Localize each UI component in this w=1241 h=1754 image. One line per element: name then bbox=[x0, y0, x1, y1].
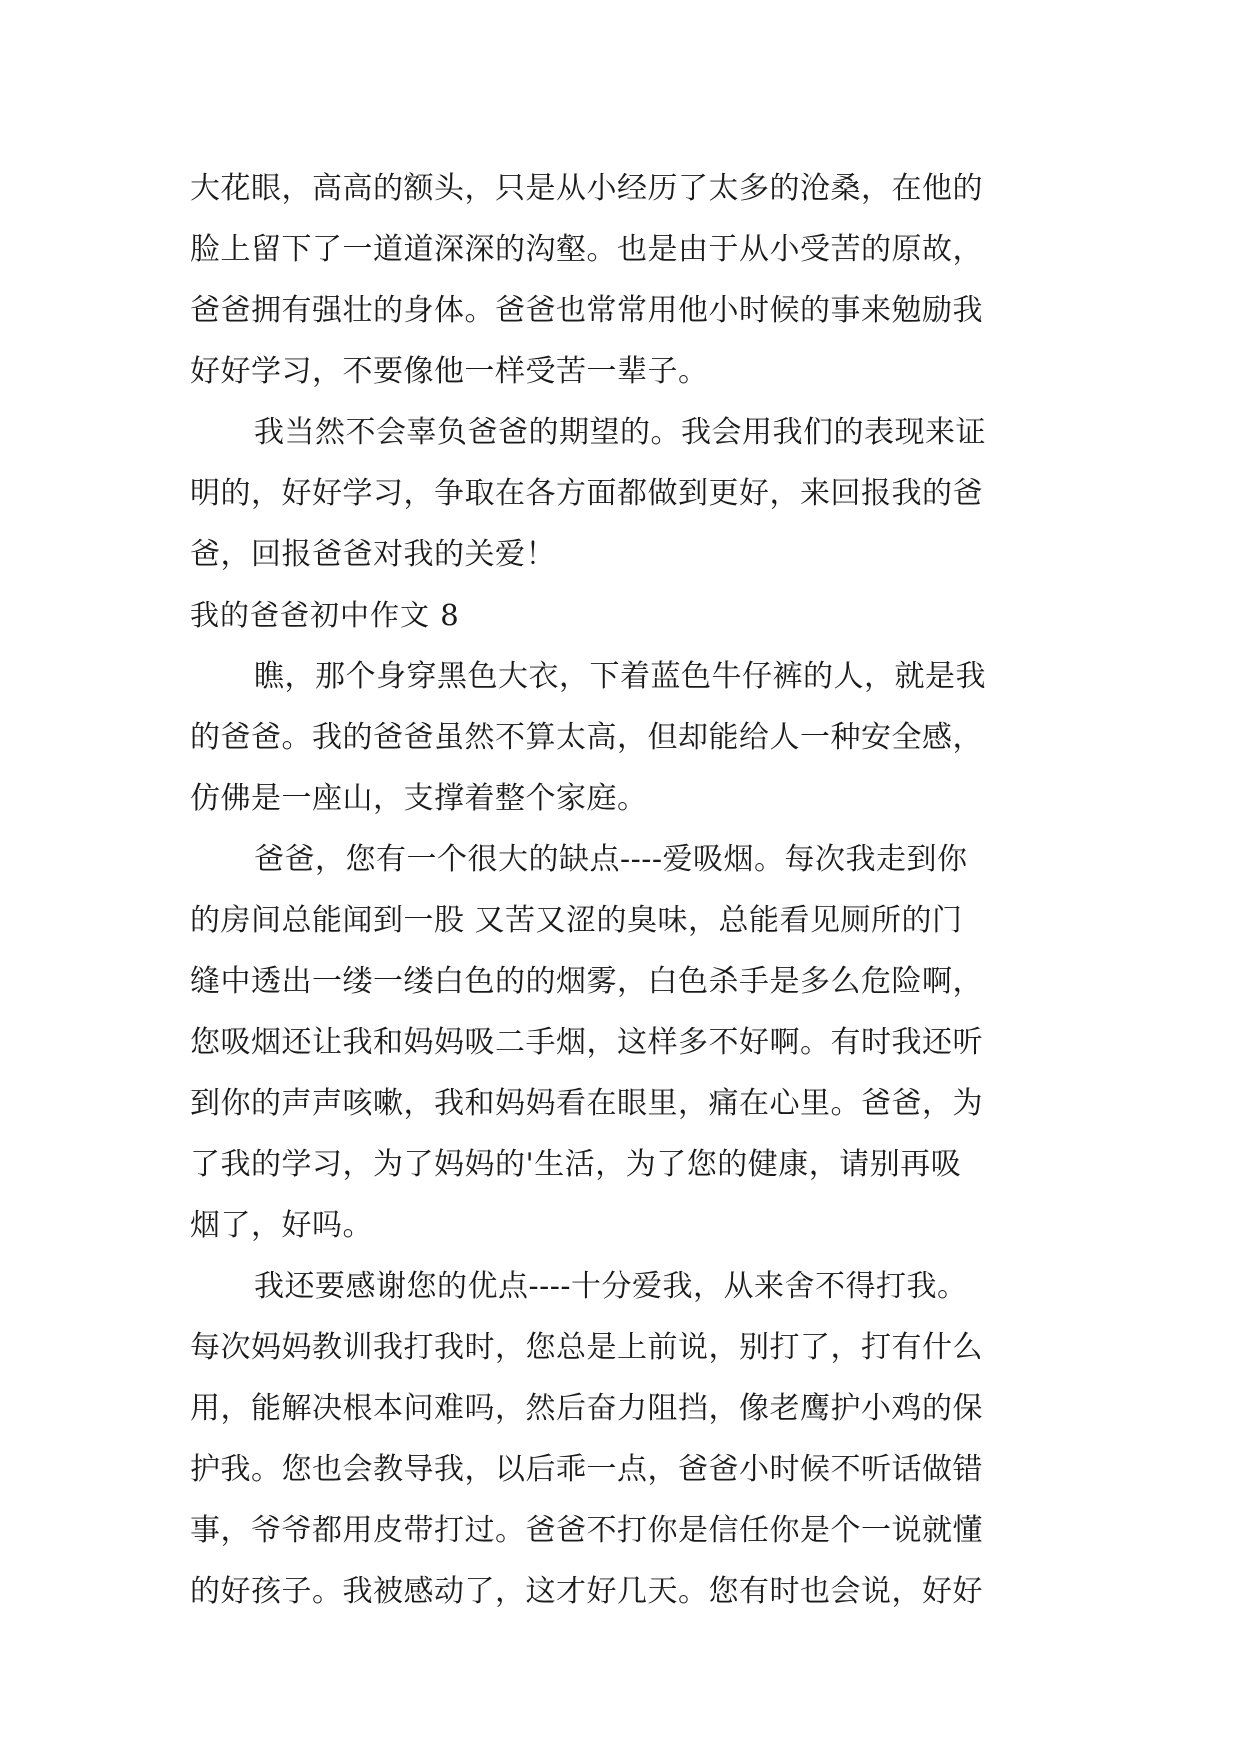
text-line: 到你的声声咳嗽，我和妈妈看在眼里，痛在心里。爸爸，为 bbox=[190, 1086, 983, 1121]
text-line: 脸上留下了一道道深深的沟壑。也是由于从小受苦的原故， bbox=[190, 232, 983, 267]
text-line: 护我。您也会教导我，以后乖一点，爸爸小时候不听话做错 bbox=[190, 1452, 983, 1487]
text-line: 烟了，好吗。 bbox=[190, 1208, 373, 1243]
text-line: 明的，好好学习，争取在各方面都做到更好，来回报我的爸 bbox=[190, 476, 983, 511]
text-line: 好好学习，不要像他一样受苦一辈子。 bbox=[190, 354, 709, 389]
text-line: 的爸爸。我的爸爸虽然不算太高，但却能给人一种安全感， bbox=[190, 720, 983, 755]
text-line: 爸爸拥有强壮的身体。爸爸也常常用他小时候的事来勉励我 bbox=[190, 293, 983, 328]
document-body bbox=[190, 158, 1060, 1622]
text-line: 您吸烟还让我和妈妈吸二手烟，这样多不好啊。有时我还听 bbox=[190, 1025, 983, 1060]
text-line: 了我的学习，为了妈妈的'生活，为了您的健康，请别再吸 bbox=[190, 1147, 962, 1182]
text-line: 的房间总能闻到一股 又苦又涩的臭味，总能看见厕所的门 bbox=[190, 903, 963, 938]
text-line: 每次妈妈教训我打我时，您总是上前说，别打了，打有什么 bbox=[190, 1330, 983, 1365]
paragraph-first-line: 我还要感谢您的优点----十分爱我，从来舍不得打我。 bbox=[254, 1269, 968, 1304]
text-line: 用，能解决根本问难吗，然后奋力阻挡，像老鹰护小鸡的保 bbox=[190, 1391, 983, 1426]
text-line: 仿佛是一座山，支撑着整个家庭。 bbox=[190, 781, 648, 816]
text-line: 的好孩子。我被感动了，这才好几天。您有时也会说，好好 bbox=[190, 1574, 983, 1609]
text-line: 爸，回报爸爸对我的关爱！ bbox=[190, 537, 556, 572]
text-line: 缝中透出一缕一缕白色的的烟雾，白色杀手是多么危险啊， bbox=[190, 964, 983, 999]
paragraph-first-line: 我当然不会辜负爸爸的期望的。我会用我们的表现来证 bbox=[254, 415, 986, 450]
section-title: 我的爸爸初中作文 8 bbox=[190, 598, 460, 632]
paragraph-first-line: 爸爸，您有一个很大的缺点----爱吸烟。每次我走到你 bbox=[254, 842, 968, 877]
text-line: 事，爷爷都用皮带打过。爸爸不打你是信任你是个一说就懂 bbox=[190, 1513, 983, 1548]
paragraph-first-line: 瞧，那个身穿黑色大衣，下着蓝色牛仔裤的人，就是我 bbox=[254, 659, 986, 694]
text-line: 大花眼，高高的额头，只是从小经历了太多的沧桑，在他的 bbox=[190, 171, 983, 206]
